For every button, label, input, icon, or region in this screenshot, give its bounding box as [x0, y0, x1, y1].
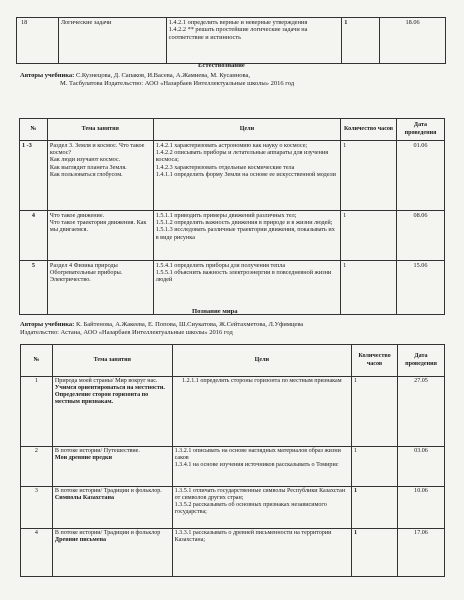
- table-row: [17, 18, 446, 64]
- lesson-hours: 1: [352, 529, 398, 577]
- lesson-hours: 1: [352, 377, 398, 447]
- row-number: 1 -3: [20, 141, 48, 211]
- lesson-topic: [52, 529, 172, 577]
- lesson-goals: 1.3.3.1 рассказывать о древней письменности на территории Казахстана;: [172, 529, 351, 577]
- lesson-goals: 1.3.2.1 описывать на основе наглядных материалов образ жизни саков 1.3.4.1 на основе изучения источников рассказывать о Томирис: [172, 447, 351, 487]
- table-row: [21, 529, 445, 577]
- publisher-line: Издательство: Астана, АОО «Назарбаев Интеллектуальные школы» 2016 год: [20, 329, 233, 336]
- lesson-goals: 1.5.1.1 приводить примеры движений различных тел; 1.5.1.2 определять важность движения в природе и в жизни людей; 1.5.1.3 исследовать различные траектории движения, показывать их в виде рисунка: [153, 211, 340, 261]
- top-table: [16, 17, 446, 64]
- lesson-date: 08.06: [397, 211, 445, 261]
- header-num: №: [21, 345, 53, 377]
- lesson-hours: 1: [341, 141, 397, 211]
- section-title-science: Естествознание: [198, 62, 245, 69]
- header-hours: Количество часов: [352, 345, 398, 377]
- lesson-topic: Что такое движение. Что такое траектория движения. Как мы двигаемся.: [47, 211, 153, 261]
- section-title-world: Познание мира: [192, 308, 238, 315]
- lesson-date: 18.06: [380, 18, 446, 64]
- row-number: 4: [20, 211, 48, 261]
- lesson-goals: 1.2.1.1 определять стороны горизонта по местным признакам: [172, 377, 351, 447]
- row-number: 4: [21, 529, 53, 577]
- world-table: [20, 344, 445, 577]
- header-topic: Тема занятия: [52, 345, 172, 377]
- row-number: 2: [21, 447, 53, 487]
- lesson-date: 01.06: [397, 141, 445, 211]
- header-goals: Цели: [153, 119, 340, 141]
- header-topic: Тема занятия: [47, 119, 153, 141]
- table-row: [21, 487, 445, 529]
- row-number: 3: [21, 487, 53, 529]
- authors-names: К. Байтенова, А.Жакеева, Е. Попова, Ш.Сиукатова, Ж.Сейтахметова, Л.Уфимцева: [74, 321, 304, 328]
- world-authors: [20, 321, 450, 337]
- row-number: 1: [21, 377, 53, 447]
- topic-title: Древние письмена: [54, 537, 107, 544]
- lesson-date: 03.06: [398, 447, 445, 487]
- lesson-date: 27.05: [398, 377, 445, 447]
- lesson-goals: 1.4.2.1 характеризовать астрономию как науку о космосе; 1.4.2.2 описывать приборы и летательные аппараты для изучения космоса; 1.4.2.3 характеризовать отдельные космические тела 1.4.1.1 определить форму Земли на основе ее искусственной модели: [153, 141, 340, 211]
- topic-title: Символы Казахстана: [54, 495, 115, 502]
- lesson-hours: 1: [341, 211, 397, 261]
- lesson-topic: [52, 487, 172, 529]
- lesson-topic: [52, 377, 172, 447]
- row-number: 18: [17, 18, 59, 64]
- lesson-hours: 1: [342, 18, 380, 64]
- header-num: №: [20, 119, 48, 141]
- table-row: [20, 261, 445, 315]
- header-date: Дата проведения: [398, 345, 445, 377]
- lesson-topic: [52, 447, 172, 487]
- lesson-hours: 1: [341, 261, 397, 315]
- table-row: [21, 377, 445, 447]
- lesson-date: 17.06: [398, 529, 445, 577]
- lesson-hours: 1: [352, 487, 398, 529]
- row-number: 5: [20, 261, 48, 315]
- authors-label: Авторы учебника:: [20, 321, 75, 328]
- topic-title: Мои древние предки: [54, 455, 113, 462]
- table-row: [21, 447, 445, 487]
- lesson-date: 10.06: [398, 487, 445, 529]
- header-goals: Цели: [172, 345, 351, 377]
- lesson-goals: 1.5.4.1 определить приборы для получения тепла 1.5.5.1 объяснить важность электроэнергии в повседневной жизни людей: [153, 261, 340, 315]
- table-header: [21, 345, 445, 377]
- lesson-hours: 1: [352, 447, 398, 487]
- topic-title: Учимся ориентироваться на местности. Определение сторон горизонта по местным признакам.: [54, 385, 165, 406]
- authors-label: Авторы учебника:: [20, 72, 75, 79]
- lesson-topic: Логические задачи: [58, 18, 166, 64]
- topic-section: В потоке истории/ Путешествие.: [54, 448, 140, 454]
- lesson-date: 15.06: [397, 261, 445, 315]
- table-row: [20, 141, 445, 211]
- science-table: [19, 118, 445, 315]
- header-hours: Количество часов: [341, 119, 397, 141]
- table-row: [20, 211, 445, 261]
- table-header: [20, 119, 445, 141]
- topic-section: В потоке истории/ Традиции и фольклор: [54, 530, 161, 536]
- lesson-topic: Раздел 4 Физика природы Обогревательные приборы. Электричество.: [47, 261, 153, 315]
- lesson-goals: 1.3.5.1 отличать государственные символы Республики Казахстан от символов других стран; 1.3.5.2 рассказывать об основных признаках независимого государства;: [172, 487, 351, 529]
- lesson-goals: 1.4.2.1 определить верные и неверные утверждения 1.4.2.2 ** решать простейшие логические задачи на соответствие и истинность: [166, 18, 342, 64]
- science-authors: [20, 72, 450, 88]
- header-date: Дата проведения: [397, 119, 445, 141]
- topic-section: Природа моей страны/ Мир вокруг нас.: [54, 378, 158, 384]
- authors-names: С.Кузнецова, Д. Сапаков, И.Васева, А.Жамиева, М. Кусаинова,: [74, 72, 251, 79]
- lesson-topic: Раздел 3. Земля и космос. Что такое космос? Как люди изучают космос. Как выглядит планета Земля. Как пользоваться глобусом.: [47, 141, 153, 211]
- publisher-line: М. Тасбулатова Издательство: АОО «Назарбаев Интеллектуальные школы» 2016 год: [60, 80, 295, 87]
- topic-section: В потоке истории/ Традиции и фольклор.: [54, 488, 162, 494]
